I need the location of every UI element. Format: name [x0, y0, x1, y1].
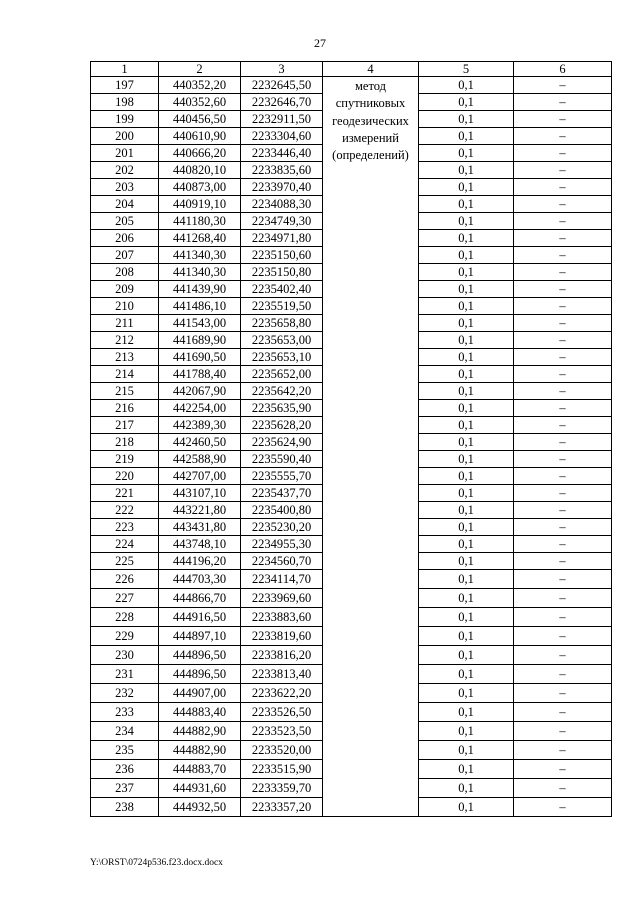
x-coordinate-cell: 444932,50 [159, 798, 241, 817]
precision-cell: 0,1 [419, 779, 514, 798]
point-number-cell: 238 [91, 798, 159, 817]
precision-cell: 0,1 [419, 519, 514, 536]
point-number-cell: 213 [91, 349, 159, 366]
x-coordinate-cell: 441340,30 [159, 264, 241, 281]
note-cell: – [514, 684, 612, 703]
y-coordinate-cell: 2232645,50 [241, 77, 323, 94]
note-cell: – [514, 741, 612, 760]
point-number-cell: 218 [91, 434, 159, 451]
x-coordinate-cell: 444931,60 [159, 779, 241, 798]
file-path-footer: Y:\ORST\0724p536.f23.docx.docx [90, 858, 223, 868]
point-number-cell: 226 [91, 570, 159, 589]
x-coordinate-cell: 444883,40 [159, 703, 241, 722]
y-coordinate-cell: 2235150,80 [241, 264, 323, 281]
note-cell: – [514, 349, 612, 366]
coordinates-table [90, 61, 612, 817]
y-coordinate-cell: 2234971,80 [241, 230, 323, 247]
point-number-cell: 234 [91, 722, 159, 741]
x-coordinate-cell: 441439,90 [159, 281, 241, 298]
x-coordinate-cell: 444883,70 [159, 760, 241, 779]
precision-cell: 0,1 [419, 383, 514, 400]
point-number-cell: 225 [91, 553, 159, 570]
x-coordinate-cell: 444196,20 [159, 553, 241, 570]
precision-cell: 0,1 [419, 646, 514, 665]
y-coordinate-cell: 2233520,00 [241, 741, 323, 760]
x-coordinate-cell: 441486,10 [159, 298, 241, 315]
point-number-cell: 210 [91, 298, 159, 315]
y-coordinate-cell: 2233970,40 [241, 179, 323, 196]
precision-cell: 0,1 [419, 684, 514, 703]
x-coordinate-cell: 441340,30 [159, 247, 241, 264]
column-header: 1 [91, 62, 159, 77]
precision-cell: 0,1 [419, 553, 514, 570]
note-cell: – [514, 400, 612, 417]
precision-cell: 0,1 [419, 589, 514, 608]
point-number-cell: 217 [91, 417, 159, 434]
note-cell: – [514, 145, 612, 162]
precision-cell: 0,1 [419, 536, 514, 553]
x-coordinate-cell: 443748,10 [159, 536, 241, 553]
y-coordinate-cell: 2233969,60 [241, 589, 323, 608]
note-cell: – [514, 608, 612, 627]
point-number-cell: 232 [91, 684, 159, 703]
note-cell: – [514, 247, 612, 264]
note-cell: – [514, 485, 612, 502]
precision-cell: 0,1 [419, 145, 514, 162]
note-cell: – [514, 298, 612, 315]
x-coordinate-cell: 442588,90 [159, 451, 241, 468]
x-coordinate-cell: 440873,00 [159, 179, 241, 196]
x-coordinate-cell: 441689,90 [159, 332, 241, 349]
point-number-cell: 211 [91, 315, 159, 332]
precision-cell: 0,1 [419, 315, 514, 332]
point-number-cell: 197 [91, 77, 159, 94]
precision-cell: 0,1 [419, 627, 514, 646]
y-coordinate-cell: 2233526,50 [241, 703, 323, 722]
precision-cell: 0,1 [419, 298, 514, 315]
method-line: метод [354, 79, 386, 93]
y-coordinate-cell: 2233446,40 [241, 145, 323, 162]
x-coordinate-cell: 442067,90 [159, 383, 241, 400]
y-coordinate-cell: 2233816,20 [241, 646, 323, 665]
note-cell: – [514, 196, 612, 213]
point-number-cell: 209 [91, 281, 159, 298]
note-cell: – [514, 315, 612, 332]
note-cell: – [514, 332, 612, 349]
y-coordinate-cell: 2232911,50 [241, 111, 323, 128]
column-header: 3 [241, 62, 323, 77]
y-coordinate-cell: 2235635,90 [241, 400, 323, 417]
x-coordinate-cell: 444896,50 [159, 665, 241, 684]
note-cell: – [514, 627, 612, 646]
precision-cell: 0,1 [419, 703, 514, 722]
y-coordinate-cell: 2234560,70 [241, 553, 323, 570]
page-number: 27 [314, 36, 326, 50]
y-coordinate-cell: 2235642,20 [241, 383, 323, 400]
method-cell [323, 77, 419, 817]
point-number-cell: 202 [91, 162, 159, 179]
note-cell: – [514, 281, 612, 298]
note-cell: – [514, 111, 612, 128]
precision-cell: 0,1 [419, 179, 514, 196]
precision-cell: 0,1 [419, 400, 514, 417]
column-header: 2 [159, 62, 241, 77]
precision-cell: 0,1 [419, 281, 514, 298]
y-coordinate-cell: 2233622,20 [241, 684, 323, 703]
x-coordinate-cell: 441690,50 [159, 349, 241, 366]
y-coordinate-cell: 2235653,00 [241, 332, 323, 349]
point-number-cell: 212 [91, 332, 159, 349]
y-coordinate-cell: 2233359,70 [241, 779, 323, 798]
note-cell: – [514, 94, 612, 111]
x-coordinate-cell: 440820,10 [159, 162, 241, 179]
x-coordinate-cell: 440919,10 [159, 196, 241, 213]
x-coordinate-cell: 441268,40 [159, 230, 241, 247]
y-coordinate-cell: 2233523,50 [241, 722, 323, 741]
y-coordinate-cell: 2233304,60 [241, 128, 323, 145]
y-coordinate-cell: 2235402,40 [241, 281, 323, 298]
point-number-cell: 201 [91, 145, 159, 162]
x-coordinate-cell: 441180,30 [159, 213, 241, 230]
point-number-cell: 233 [91, 703, 159, 722]
y-coordinate-cell: 2233883,60 [241, 608, 323, 627]
precision-cell: 0,1 [419, 570, 514, 589]
note-cell: – [514, 519, 612, 536]
x-coordinate-cell: 442460,50 [159, 434, 241, 451]
note-cell: – [514, 760, 612, 779]
note-cell: – [514, 162, 612, 179]
precision-cell: 0,1 [419, 468, 514, 485]
note-cell: – [514, 722, 612, 741]
note-cell: – [514, 230, 612, 247]
precision-cell: 0,1 [419, 434, 514, 451]
x-coordinate-cell: 444896,50 [159, 646, 241, 665]
method-line: геодезических [332, 113, 409, 128]
precision-cell: 0,1 [419, 349, 514, 366]
point-number-cell: 203 [91, 179, 159, 196]
y-coordinate-cell: 2235519,50 [241, 298, 323, 315]
note-cell: – [514, 646, 612, 665]
x-coordinate-cell: 444703,30 [159, 570, 241, 589]
method-line: измерений [342, 130, 399, 145]
note-cell: – [514, 553, 612, 570]
note-cell: – [514, 703, 612, 722]
y-coordinate-cell: 2235628,20 [241, 417, 323, 434]
note-cell: – [514, 502, 612, 519]
table-header-row [91, 62, 612, 77]
precision-cell: 0,1 [419, 77, 514, 94]
point-number-cell: 207 [91, 247, 159, 264]
note-cell: – [514, 264, 612, 281]
x-coordinate-cell: 441788,40 [159, 366, 241, 383]
point-number-cell: 230 [91, 646, 159, 665]
y-coordinate-cell: 2235652,00 [241, 366, 323, 383]
precision-cell: 0,1 [419, 230, 514, 247]
y-coordinate-cell: 2235624,90 [241, 434, 323, 451]
precision-cell: 0,1 [419, 722, 514, 741]
precision-cell: 0,1 [419, 196, 514, 213]
point-number-cell: 223 [91, 519, 159, 536]
y-coordinate-cell: 2232646,70 [241, 94, 323, 111]
precision-cell: 0,1 [419, 485, 514, 502]
point-number-cell: 222 [91, 502, 159, 519]
note-cell: – [514, 366, 612, 383]
x-coordinate-cell: 444866,70 [159, 589, 241, 608]
x-coordinate-cell: 444897,10 [159, 627, 241, 646]
point-number-cell: 206 [91, 230, 159, 247]
method-line: спутниковых [335, 96, 406, 111]
precision-cell: 0,1 [419, 741, 514, 760]
note-cell: – [514, 451, 612, 468]
x-coordinate-cell: 444882,90 [159, 741, 241, 760]
point-number-cell: 231 [91, 665, 159, 684]
table-row [91, 77, 612, 94]
note-cell: – [514, 128, 612, 145]
point-number-cell: 224 [91, 536, 159, 553]
precision-cell: 0,1 [419, 332, 514, 349]
precision-cell: 0,1 [419, 128, 514, 145]
point-number-cell: 220 [91, 468, 159, 485]
y-coordinate-cell: 2235658,80 [241, 315, 323, 332]
precision-cell: 0,1 [419, 162, 514, 179]
precision-cell: 0,1 [419, 760, 514, 779]
note-cell: – [514, 536, 612, 553]
point-number-cell: 227 [91, 589, 159, 608]
note-cell: – [514, 779, 612, 798]
point-number-cell: 200 [91, 128, 159, 145]
point-number-cell: 199 [91, 111, 159, 128]
point-number-cell: 237 [91, 779, 159, 798]
note-cell: – [514, 468, 612, 485]
point-number-cell: 214 [91, 366, 159, 383]
note-cell: – [514, 383, 612, 400]
y-coordinate-cell: 2235590,40 [241, 451, 323, 468]
note-cell: – [514, 417, 612, 434]
y-coordinate-cell: 2235555,70 [241, 468, 323, 485]
point-number-cell: 204 [91, 196, 159, 213]
precision-cell: 0,1 [419, 608, 514, 627]
y-coordinate-cell: 2235230,20 [241, 519, 323, 536]
column-header: 4 [323, 62, 419, 77]
column-header: 6 [514, 62, 612, 77]
y-coordinate-cell: 2235437,70 [241, 485, 323, 502]
y-coordinate-cell: 2235400,80 [241, 502, 323, 519]
y-coordinate-cell: 2233835,60 [241, 162, 323, 179]
y-coordinate-cell: 2235150,60 [241, 247, 323, 264]
x-coordinate-cell: 442707,00 [159, 468, 241, 485]
x-coordinate-cell: 443107,10 [159, 485, 241, 502]
y-coordinate-cell: 2233357,20 [241, 798, 323, 817]
y-coordinate-cell: 2233515,90 [241, 760, 323, 779]
y-coordinate-cell: 2234955,30 [241, 536, 323, 553]
note-cell: – [514, 179, 612, 196]
point-number-cell: 216 [91, 400, 159, 417]
note-cell: – [514, 665, 612, 684]
precision-cell: 0,1 [419, 111, 514, 128]
precision-cell: 0,1 [419, 665, 514, 684]
point-number-cell: 208 [91, 264, 159, 281]
precision-cell: 0,1 [419, 451, 514, 468]
point-number-cell: 229 [91, 627, 159, 646]
x-coordinate-cell: 440352,60 [159, 94, 241, 111]
y-coordinate-cell: 2233819,60 [241, 627, 323, 646]
note-cell: – [514, 570, 612, 589]
precision-cell: 0,1 [419, 798, 514, 817]
x-coordinate-cell: 440352,20 [159, 77, 241, 94]
point-number-cell: 236 [91, 760, 159, 779]
y-coordinate-cell: 2235653,10 [241, 349, 323, 366]
y-coordinate-cell: 2234749,30 [241, 213, 323, 230]
precision-cell: 0,1 [419, 502, 514, 519]
x-coordinate-cell: 443221,80 [159, 502, 241, 519]
point-number-cell: 215 [91, 383, 159, 400]
x-coordinate-cell: 443431,80 [159, 519, 241, 536]
point-number-cell: 219 [91, 451, 159, 468]
x-coordinate-cell: 444907,00 [159, 684, 241, 703]
column-header: 5 [419, 62, 514, 77]
x-coordinate-cell: 444916,50 [159, 608, 241, 627]
method-line: (определений) [332, 148, 409, 163]
x-coordinate-cell: 440456,50 [159, 111, 241, 128]
point-number-cell: 198 [91, 94, 159, 111]
note-cell: – [514, 798, 612, 817]
point-number-cell: 228 [91, 608, 159, 627]
precision-cell: 0,1 [419, 247, 514, 264]
point-number-cell: 235 [91, 741, 159, 760]
x-coordinate-cell: 442254,00 [159, 400, 241, 417]
precision-cell: 0,1 [419, 264, 514, 281]
y-coordinate-cell: 2234088,30 [241, 196, 323, 213]
x-coordinate-cell: 444882,90 [159, 722, 241, 741]
point-number-cell: 221 [91, 485, 159, 502]
note-cell: – [514, 434, 612, 451]
x-coordinate-cell: 442389,30 [159, 417, 241, 434]
precision-cell: 0,1 [419, 366, 514, 383]
y-coordinate-cell: 2234114,70 [241, 570, 323, 589]
note-cell: – [514, 77, 612, 94]
point-number-cell: 205 [91, 213, 159, 230]
note-cell: – [514, 213, 612, 230]
precision-cell: 0,1 [419, 417, 514, 434]
note-cell: – [514, 589, 612, 608]
x-coordinate-cell: 441543,00 [159, 315, 241, 332]
x-coordinate-cell: 440610,90 [159, 128, 241, 145]
precision-cell: 0,1 [419, 213, 514, 230]
x-coordinate-cell: 440666,20 [159, 145, 241, 162]
y-coordinate-cell: 2233813,40 [241, 665, 323, 684]
precision-cell: 0,1 [419, 94, 514, 111]
